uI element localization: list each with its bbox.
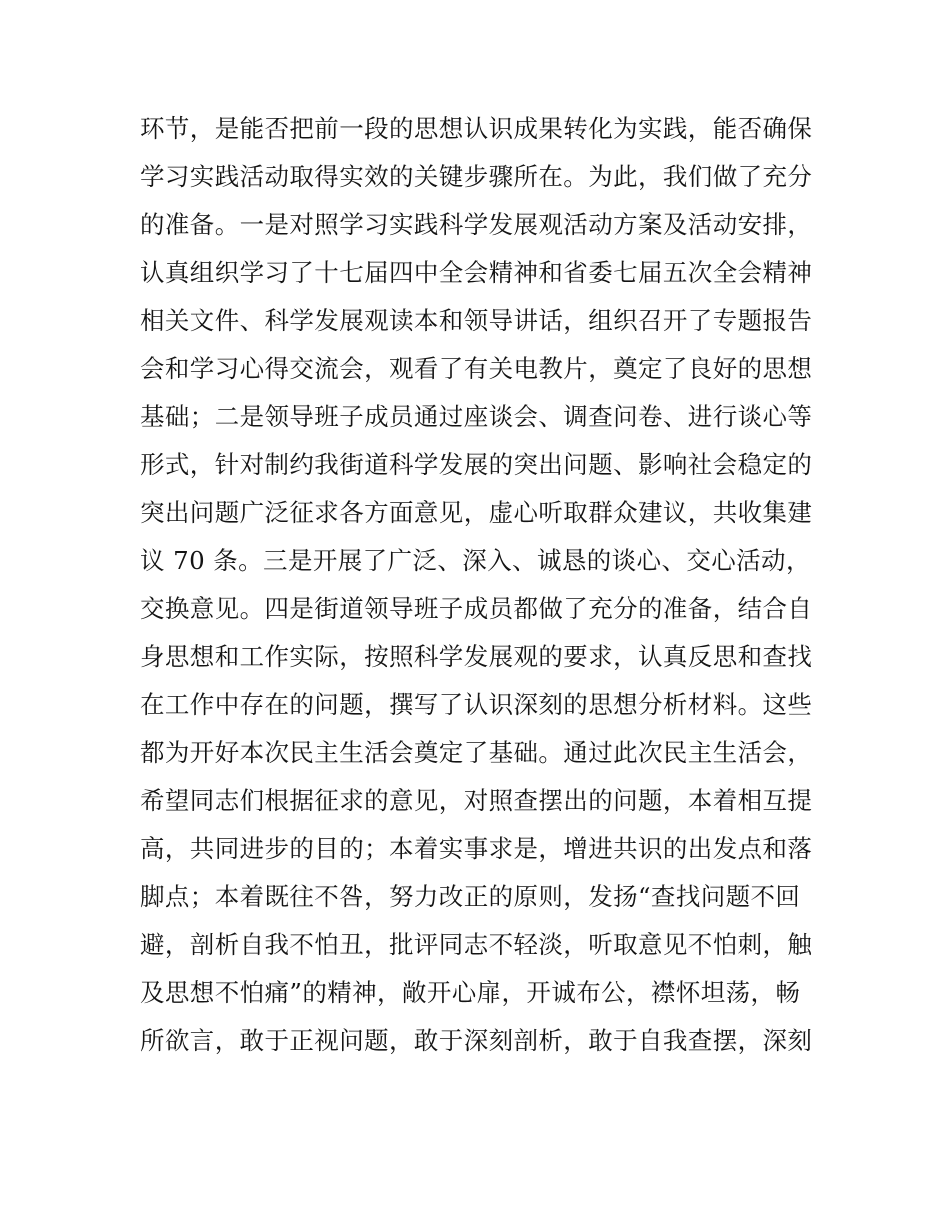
text-line: 基础；二是领导班子成员通过座谈会、调查问卷、进行谈心等 [140, 402, 813, 431]
text-line: 的准备。一是对照学习实践科学发展观活动方案及活动安排， [140, 210, 813, 239]
text-line: 环节，是能否把前一段的思想认识成果转化为实践，能否确保 [140, 114, 813, 143]
text-line: 学习实践活动取得实效的关键步骤所在。为此，我们做了充分 [140, 162, 813, 191]
text-line: 形式，针对制约我街道科学发展的突出问题、影响社会稳定的 [140, 450, 813, 479]
text-line: 身思想和工作实际，按照科学发展观的要求，认真反思和查找 [140, 642, 813, 671]
text-line: 都为开好本次民主生活会奠定了基础。通过此次民主生活会， [140, 738, 813, 767]
text-line: 交换意见。四是街道领导班子成员都做了充分的准备，结合自 [140, 594, 813, 623]
text-line: 议 70 条。三是开展了广泛、深入、诚恳的谈心、交心活动， [140, 546, 811, 575]
text-line: 会和学习心得交流会，观看了有关电教片，奠定了良好的思想 [140, 354, 813, 383]
text-line: 所欲言，敢于正视问题，敢于深刻剖析，敢于自我查摆，深刻 [140, 1026, 813, 1055]
text-line: 避，剖析自我不怕丑，批评同志不轻淡，听取意见不怕刺，触 [140, 930, 813, 959]
text-line: 认真组织学习了十七届四中全会精神和省委七届五次全会精神 [140, 258, 813, 287]
text-line: 希望同志们根据征求的意见，对照查摆出的问题，本着相互提 [140, 786, 813, 815]
text-line: 相关文件、科学发展观读本和领导讲话，组织召开了专题报告 [140, 306, 813, 335]
text-line: 及思想不怕痛”的精神，敞开心扉，开诚布公，襟怀坦荡，畅 [140, 978, 801, 1007]
text-line: 突出问题广泛征求各方面意见，虚心听取群众建议，共收集建 [140, 498, 813, 527]
text-line: 高，共同进步的目的；本着实事求是，增进共识的出发点和落 [140, 834, 813, 863]
text-line: 脚点；本着既往不咎，努力改正的原则，发扬“查找问题不回 [140, 882, 801, 911]
text-line: 在工作中存在的问题，撰写了认识深刻的思想分析材料。这些 [140, 690, 813, 719]
body-text [140, 105, 820, 1065]
